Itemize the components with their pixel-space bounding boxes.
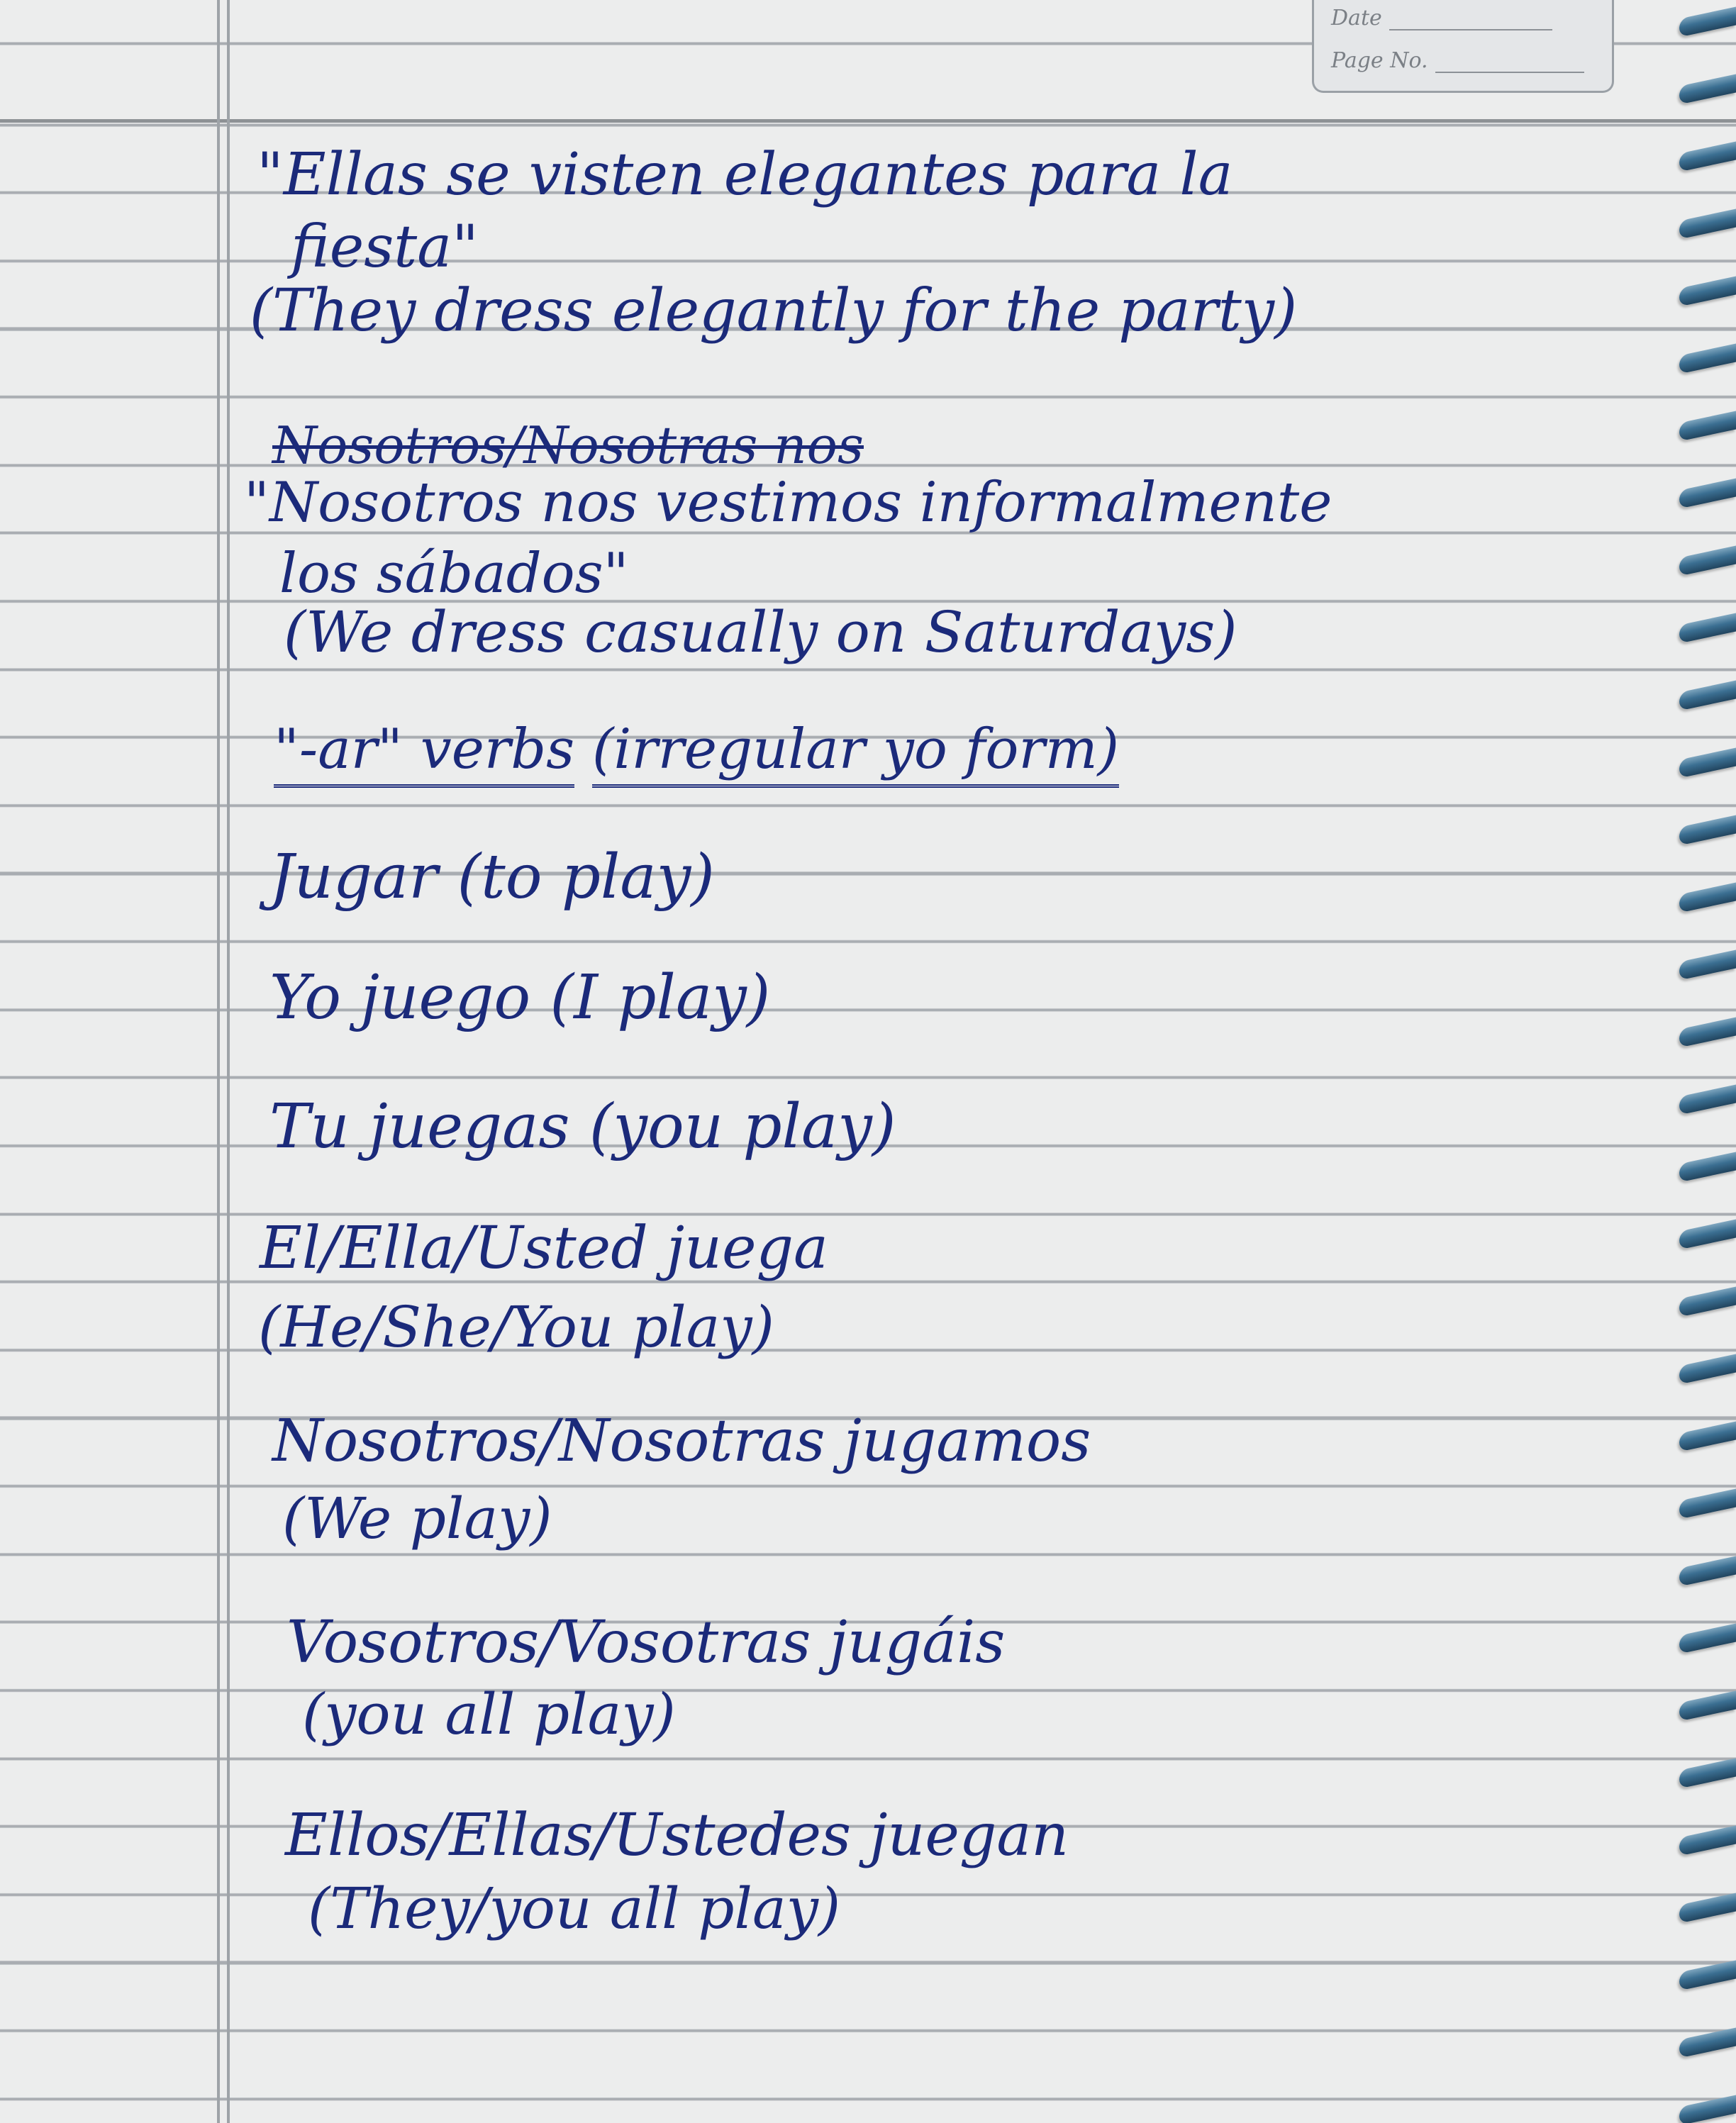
spiral-coil: [1679, 1758, 1736, 1788]
spiral-coil: [1679, 1960, 1736, 1990]
note-line: Ellos/Ellas/Ustedes juegan: [285, 1802, 1069, 1869]
spiral-coil: [1679, 882, 1736, 913]
spiral-coil: [1679, 2027, 1736, 2058]
spiral-coil: [1679, 545, 1736, 576]
spiral-coil: [1679, 1623, 1736, 1654]
page-number-field: [1331, 48, 1584, 73]
spiral-coil: [1679, 276, 1736, 306]
note-line: (We play): [282, 1486, 552, 1551]
section-heading-verbs: "-ar" verbs: [274, 718, 574, 788]
spiral-coil: [1679, 343, 1736, 374]
spiral-coil: [1679, 1421, 1736, 1451]
spiral-coil: [1679, 411, 1736, 441]
note-line: (you all play): [302, 1681, 676, 1747]
note-line: "Ellas se visten elegantes para la: [257, 141, 1233, 208]
note-line: El/Ella/Usted juega: [260, 1215, 828, 1282]
date-label: Date: [1331, 6, 1382, 30]
spiral-coil: [1679, 141, 1736, 172]
note-line: Jugar (to play): [269, 842, 715, 913]
spiral-binding: [1674, 0, 1736, 2123]
spiral-coil: [1679, 949, 1736, 980]
spiral-coil: [1679, 6, 1736, 37]
margin-line-right: [227, 0, 230, 2123]
note-line: (They/you all play): [308, 1876, 841, 1941]
spiral-coil: [1679, 478, 1736, 508]
spiral-coil: [1679, 1690, 1736, 1721]
spiral-coil: [1679, 1219, 1736, 1249]
note-line: Nosotros/Nosotras jugamos: [272, 1408, 1091, 1475]
note-line: Vosotros/Vosotras jugáis: [286, 1609, 1006, 1676]
spiral-coil: [1679, 1556, 1736, 1586]
spiral-coil: [1679, 74, 1736, 104]
page-number-label: Page No.: [1331, 48, 1428, 73]
spiral-coil: [1679, 2095, 1736, 2123]
spiral-coil: [1679, 1488, 1736, 1519]
date-field: [1331, 6, 1552, 30]
date-page-box: [1312, 0, 1614, 93]
note-line: los sábados": [279, 542, 629, 606]
struck-out-note: Nosotros/Nosotras nos: [272, 416, 864, 475]
section-heading-irregular: (irregular yo form): [592, 718, 1119, 788]
spiral-coil: [1679, 1017, 1736, 1047]
note-line: (They dress elegantly for the party): [250, 277, 1298, 345]
note-line: Tu juegas (you play): [269, 1091, 896, 1162]
spiral-coil: [1679, 680, 1736, 711]
note-line: "Nosotros nos vestimos informalmente: [244, 471, 1332, 535]
note-line: fiesta": [291, 213, 479, 281]
spiral-coil: [1679, 208, 1736, 239]
spiral-coil: [1679, 1893, 1736, 1923]
spiral-coil: [1679, 1825, 1736, 1856]
spiral-coil: [1679, 815, 1736, 845]
section-heading: [274, 718, 1120, 781]
margin-line-left: [217, 0, 220, 2123]
spiral-coil: [1679, 1084, 1736, 1115]
header-rule: [0, 119, 1736, 123]
spiral-coil: [1679, 747, 1736, 778]
spiral-coil: [1679, 613, 1736, 643]
note-line: Yo juego (I play): [269, 962, 771, 1033]
spiral-coil: [1679, 1286, 1736, 1317]
note-line: (We dress casually on Saturdays): [284, 599, 1237, 665]
spiral-coil: [1679, 1354, 1736, 1384]
note-line: (He/She/You play): [258, 1294, 774, 1360]
spiral-coil: [1679, 1152, 1736, 1182]
